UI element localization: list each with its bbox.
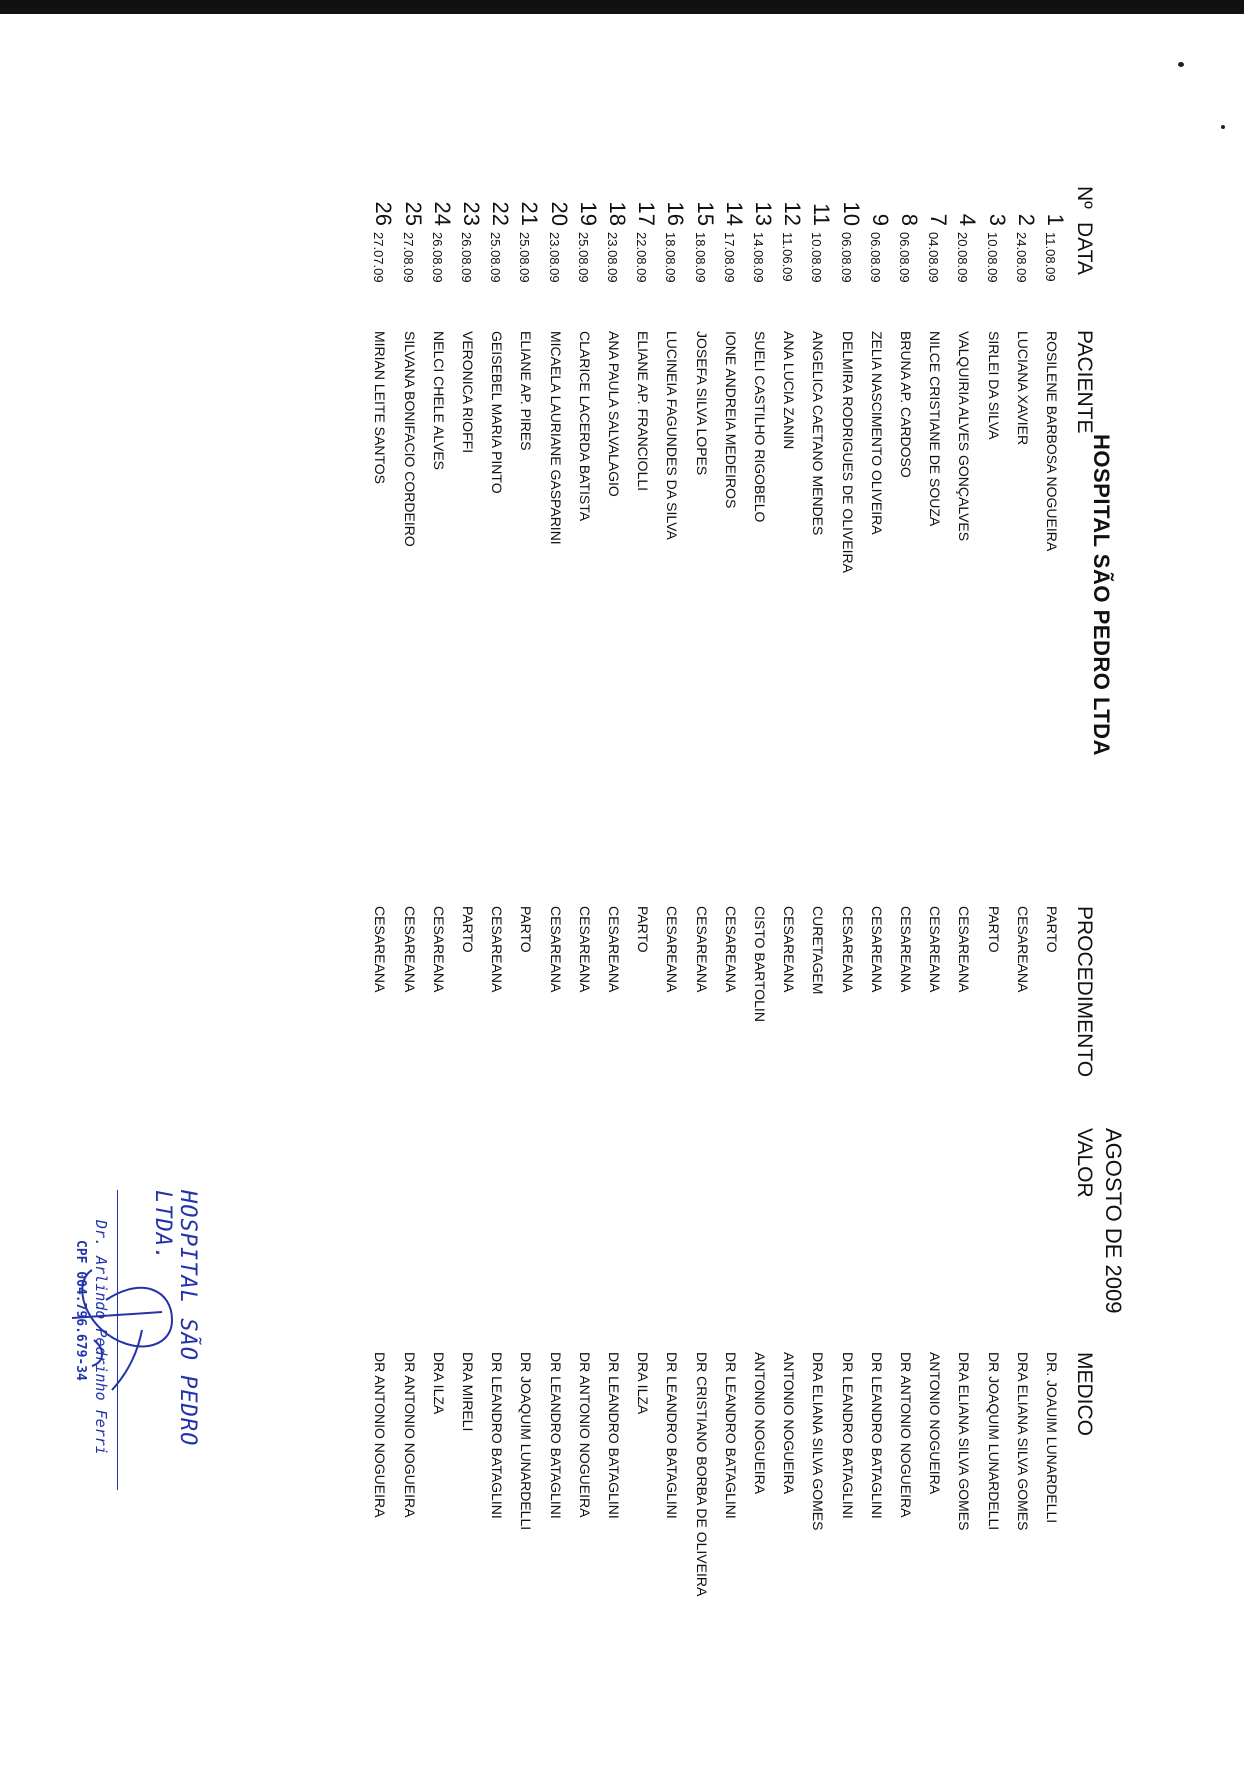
row-procedure: CESAREANA bbox=[372, 906, 389, 993]
row-patient: SILVANA BONIFACIO CORDEIRO bbox=[401, 331, 418, 547]
table-row bbox=[774, 0, 806, 1766]
row-procedure: CESAREANA bbox=[664, 906, 681, 993]
row-procedure: CESAREANA bbox=[693, 906, 710, 993]
report-period: AGOSTO DE 2009 bbox=[1101, 1128, 1126, 1314]
row-number: 7 bbox=[926, 213, 952, 226]
row-doctor: DR LEANDRO BATAGLINI bbox=[547, 1352, 564, 1519]
row-patient: NILCE CRISTIANE DE SOUZA bbox=[927, 331, 944, 527]
row-procedure: CESAREANA bbox=[576, 906, 593, 993]
table-row bbox=[628, 0, 660, 1766]
row-doctor: DR CRISTIANO BORBA DE OLIVEIRA bbox=[693, 1352, 710, 1597]
row-date: 25.08.09 bbox=[517, 232, 533, 283]
table-row bbox=[979, 0, 1008, 1766]
row-doctor: DR LEANDRO BATAGLINI bbox=[722, 1352, 739, 1519]
row-date: 25.08.09 bbox=[488, 232, 504, 283]
row-doctor: DR LEANDRO BATAGLINI bbox=[664, 1352, 681, 1519]
row-patient: MICAELA LAURIANE GASPARINI bbox=[547, 331, 564, 545]
table-row bbox=[424, 0, 453, 1766]
header-num: Nº bbox=[1073, 186, 1096, 209]
row-number: 22 bbox=[488, 201, 514, 226]
row-number: 26 bbox=[371, 201, 397, 226]
row-date: 25.08.09 bbox=[575, 232, 591, 283]
row-patient: CLARICE LACERDA BATISTA bbox=[576, 331, 593, 522]
table-row bbox=[1008, 0, 1037, 1766]
row-doctor: DR. JOAUIM LUNARDELLI bbox=[1044, 1352, 1060, 1524]
row-procedure: PARTO bbox=[518, 906, 535, 953]
row-date: 06.08.09 bbox=[867, 232, 883, 283]
table-row bbox=[395, 0, 424, 1766]
row-procedure: PARTO bbox=[1044, 906, 1060, 953]
row-number: 16 bbox=[663, 201, 689, 226]
header-procedure: PROCEDIMENTO bbox=[1073, 906, 1096, 1078]
row-doctor: ANTONIO NOGUEIRA bbox=[927, 1352, 944, 1495]
row-patient: SIRLEI DA SILVA bbox=[985, 331, 1002, 440]
row-procedure: CISTO BARTOLIN bbox=[752, 906, 768, 1022]
row-doctor: DR LEANDRO BATAGLINI bbox=[606, 1352, 622, 1519]
row-date: 23.08.09 bbox=[546, 232, 562, 283]
row-procedure: CESAREANA bbox=[781, 906, 798, 993]
row-patient: NELCI CHELE ALVES bbox=[430, 331, 447, 471]
row-number: 14 bbox=[721, 201, 747, 226]
row-patient: DELMIRA RODRIGUES DE OLIVEIRA bbox=[839, 331, 856, 573]
row-patient: ELIANE AP. FRANCIOLLI bbox=[635, 331, 652, 492]
row-number: 19 bbox=[575, 201, 601, 226]
row-number: 13 bbox=[751, 201, 776, 226]
table-row bbox=[570, 0, 599, 1766]
table-row bbox=[745, 0, 774, 1766]
header-value: VALOR bbox=[1073, 1128, 1096, 1198]
row-date: 11.08.09 bbox=[1043, 232, 1058, 282]
row-number: 8 bbox=[897, 213, 922, 226]
stamp-doctor-name: Dr. Arlindo Pedrinho Ferri bbox=[92, 1220, 110, 1455]
row-patient: SUELI CASTILHO RIGOBELO bbox=[752, 331, 768, 523]
row-patient: LUCINEIA FAGUNDES DA SILVA bbox=[664, 331, 681, 540]
header-doctor: MEDICO bbox=[1073, 1352, 1096, 1436]
row-patient: JOSEFA SILVA LOPES bbox=[693, 331, 710, 476]
row-doctor: ANTONIO NOGUEIRA bbox=[781, 1352, 798, 1495]
stamp-rule bbox=[117, 1190, 118, 1490]
row-number: 10 bbox=[838, 201, 864, 226]
row-date: 06.08.09 bbox=[897, 232, 912, 283]
row-doctor: DRA MIRELI bbox=[460, 1352, 476, 1432]
row-date: 24.08.09 bbox=[1013, 232, 1029, 283]
header-patient: PACIENTE bbox=[1073, 330, 1096, 434]
row-number: 21 bbox=[517, 201, 543, 226]
row-patient: ANGELICA CAETANO MENDES bbox=[810, 331, 827, 536]
signature-stamp bbox=[22, 1180, 202, 1510]
row-number: 15 bbox=[692, 201, 718, 226]
row-patient: ROSILENE BARBOSA NOGUEIRA bbox=[1044, 331, 1060, 552]
table-row bbox=[482, 0, 514, 1766]
row-patient: MIRIAN LEITE SANTOS bbox=[372, 331, 389, 484]
row-doctor: DR ANTONIO NOGUEIRA bbox=[401, 1352, 418, 1518]
row-doctor: DR LEANDRO BATAGLINI bbox=[489, 1352, 506, 1519]
row-patient: ELIANE AP. PIRES bbox=[518, 331, 535, 451]
row-number: 9 bbox=[867, 213, 893, 226]
row-number: 23 bbox=[459, 201, 484, 226]
row-doctor: DR LEANDRO BATAGLINI bbox=[839, 1352, 856, 1519]
row-date: 20.08.09 bbox=[955, 232, 971, 283]
row-number: 18 bbox=[605, 201, 630, 226]
row-procedure: CESAREANA bbox=[956, 906, 973, 993]
row-procedure: CESAREANA bbox=[430, 906, 447, 993]
row-date: 27.08.09 bbox=[400, 232, 416, 283]
row-number: 1 bbox=[1043, 213, 1068, 226]
table-row bbox=[862, 0, 891, 1766]
row-procedure: CESAREANA bbox=[839, 906, 856, 993]
table-row bbox=[716, 0, 745, 1766]
table-row bbox=[365, 0, 397, 1766]
row-doctor: DR JOAQUIM LUNARDELLI bbox=[985, 1352, 1002, 1531]
row-patient: ZELIA NASCIMENTO OLIVEIRA bbox=[868, 331, 885, 535]
table-row bbox=[511, 0, 543, 1766]
row-procedure: PARTO bbox=[460, 906, 476, 953]
row-doctor: DR LEANDRO BATAGLINI bbox=[868, 1352, 885, 1519]
row-number: 11 bbox=[809, 203, 835, 226]
table-row bbox=[891, 0, 920, 1766]
row-doctor: DR ANTONIO NOGUEIRA bbox=[898, 1352, 914, 1518]
table-row bbox=[803, 0, 835, 1766]
header-date: DATA bbox=[1073, 222, 1096, 275]
row-procedure: CESAREANA bbox=[722, 906, 739, 993]
row-number: 17 bbox=[634, 201, 660, 226]
signature-mark bbox=[22, 1180, 202, 1510]
row-procedure: CESAREANA bbox=[489, 906, 506, 993]
row-patient: ANA LUCIA ZANIN bbox=[781, 331, 798, 450]
row-date: 04.08.09 bbox=[926, 232, 942, 283]
hospital-title: HOSPITAL SÃO PEDRO LTDA bbox=[1089, 434, 1114, 756]
row-doctor: DRA ILZA bbox=[635, 1352, 652, 1415]
row-doctor: DR JOAQUIM LUNARDELLI bbox=[518, 1352, 535, 1531]
row-doctor: DRA ILZA bbox=[430, 1352, 447, 1415]
table-row bbox=[920, 0, 952, 1766]
row-patient: BRUNA AP. CARDOSO bbox=[898, 331, 914, 478]
row-patient: VERONICA RIOFFI bbox=[460, 331, 476, 454]
row-doctor: ANTONIO NOGUEIRA bbox=[752, 1352, 768, 1495]
row-procedure: CESAREANA bbox=[898, 906, 914, 993]
row-procedure: CESAREANA bbox=[927, 906, 944, 993]
row-procedure: PARTO bbox=[635, 906, 652, 953]
table-row bbox=[657, 0, 689, 1766]
row-number: 12 bbox=[780, 201, 806, 226]
row-doctor: DRA ELIANA SILVA GOMES bbox=[956, 1352, 973, 1531]
row-date: 14.08.09 bbox=[751, 232, 766, 283]
row-date: 06.08.09 bbox=[838, 232, 854, 283]
row-procedure: CESAREANA bbox=[868, 906, 885, 993]
row-doctor: DR ANTONIO NOGUEIRA bbox=[576, 1352, 593, 1518]
stamp-cpf: CPF 004.796.679-34 bbox=[73, 1240, 88, 1381]
row-doctor: DRA ELIANA SILVA GOMES bbox=[1014, 1352, 1031, 1531]
row-number: 20 bbox=[546, 201, 572, 226]
row-doctor: DRA ELIANA SILVA GOMES bbox=[810, 1352, 827, 1531]
row-number: 4 bbox=[955, 213, 981, 226]
row-date: 17.08.09 bbox=[721, 232, 737, 283]
row-number: 25 bbox=[400, 201, 426, 226]
row-date: 26.08.09 bbox=[429, 232, 445, 283]
row-doctor: DR ANTONIO NOGUEIRA bbox=[372, 1352, 389, 1518]
row-patient: GEISEBEL MARIA PINTO bbox=[489, 331, 506, 494]
row-procedure: CESAREANA bbox=[606, 906, 622, 993]
row-procedure: CESAREANA bbox=[1014, 906, 1031, 993]
row-procedure: CESAREANA bbox=[547, 906, 564, 993]
row-date: 18.08.09 bbox=[663, 232, 679, 283]
row-number: 24 bbox=[429, 201, 455, 226]
row-date: 11.06.09 bbox=[780, 232, 796, 282]
row-date: 10.08.09 bbox=[809, 232, 825, 283]
row-date: 26.08.09 bbox=[459, 232, 474, 283]
row-number: 2 bbox=[1013, 213, 1039, 226]
row-date: 23.08.09 bbox=[605, 232, 620, 283]
row-number: 3 bbox=[984, 213, 1010, 226]
row-date: 27.07.09 bbox=[371, 232, 387, 283]
row-procedure: PARTO bbox=[985, 906, 1002, 953]
row-date: 18.08.09 bbox=[692, 232, 708, 283]
table-row bbox=[599, 0, 628, 1766]
table-row bbox=[1037, 0, 1066, 1766]
table-row bbox=[833, 0, 862, 1766]
row-procedure: CURETAGEM bbox=[810, 906, 827, 995]
row-patient: VALQUIRIA ALVES GONÇALVES bbox=[956, 331, 973, 542]
table-row bbox=[949, 0, 981, 1766]
row-date: 10.08.09 bbox=[984, 232, 1000, 283]
stamp-company: HOSPITAL SÃO PEDRO LTDA. bbox=[150, 1190, 200, 1447]
row-patient: ANA PAULA SALVALAGIO bbox=[606, 331, 622, 497]
row-patient: LUCIANA XAVIER bbox=[1014, 331, 1031, 446]
row-date: 22.08.09 bbox=[634, 232, 650, 283]
row-patient: IONE ANDREIA MEDEIROS bbox=[722, 331, 739, 509]
table-row bbox=[687, 0, 716, 1766]
table-row bbox=[453, 0, 482, 1766]
table-row bbox=[541, 0, 570, 1766]
row-procedure: CESAREANA bbox=[401, 906, 418, 993]
